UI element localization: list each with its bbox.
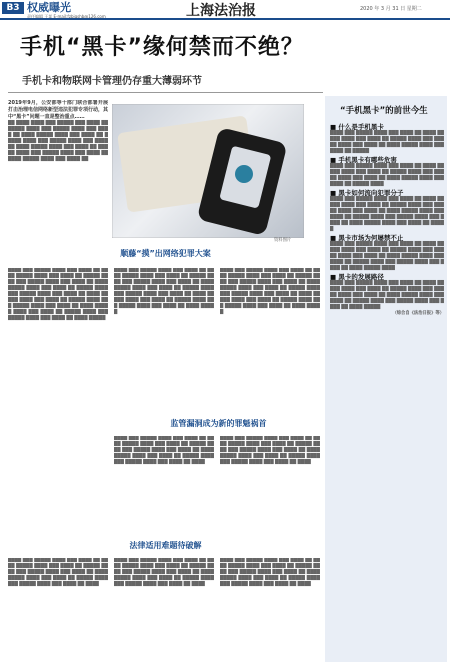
sidebar-signature: （综合自《法治日报》等） bbox=[392, 311, 444, 316]
sidebar-heading-5: ■ 黑卡的发展路径 bbox=[330, 273, 384, 281]
section3-col3: ████ ███ █████ ████ ███ ████ ██ ████ █████ ████ ███ ████ ██ █████ ████ ███ █████ ████ ███ ████ ██ ████ █████ ████ ███ ████ ██ █████ ████ ███ █████ ████ ███ ████ ██ ████ bbox=[220, 558, 320, 587]
section2-col1: ████ ███ █████ ████ ███ ████ ██ ████ █████ ████ ███ ████ ██ █████ ████ ███ █████ ████ ███ ████ ██ ████ █████ ████ ███ ████ ██ █████ ████ ███ █████ ████ ███ ████ ██ ████ bbox=[114, 436, 214, 465]
section1-title: 顺藤“摸”出网络犯罪大案 bbox=[8, 248, 323, 259]
sidebar-heading-4: ■ 黑卡市场为何屡禁不止 bbox=[330, 234, 404, 242]
sidebar-filler-2: ████ ███ █████ ████ ███ ████ ██ ████ █████ ████ ███ ████ ██ █████ ████ ███ █████ ████ ███ ████ ██ ████ █████ ████ ███ ████ ██ █████ ████ bbox=[330, 164, 444, 187]
sidebar-filler-3: ████ ███ █████ ████ ███ ████ ██ ████ █████ ████ ███ ████ ██ █████ ████ ███ █████ ████ ███ ████ ██ ████ █████ ████ ███ ████ ██ █████ ████ ███ █████ ████ ███ ████ ██ ████ █████ ████ ███ ████ ██ █████ bbox=[330, 197, 444, 232]
section2-title: 监管漏洞成为新的罪魁祸首 bbox=[114, 418, 323, 429]
sidebar-body bbox=[330, 122, 444, 652]
lead-column bbox=[8, 100, 108, 260]
masthead: 上海法治报 bbox=[186, 3, 256, 19]
section-badge: B3 bbox=[2, 2, 24, 14]
headline-rule bbox=[8, 92, 323, 93]
section3-col2: ████ ███ █████ ████ ███ ████ ██ ████ █████ ████ ███ ████ ██ █████ ████ ███ █████ ████ ███ ████ ██ ████ █████ ████ ███ ████ ██ █████ ████ ███ █████ ████ ███ ████ ██ ████ bbox=[114, 558, 214, 587]
header-rule bbox=[0, 18, 450, 20]
headline: 手机“黑卡”缘何禁而不绝？ bbox=[20, 35, 304, 60]
sidebar-filler-4: ████ ███ █████ ████ ███ ████ ██ ████ █████ ████ ███ ████ ██ █████ ████ ███ █████ ████ ███ ████ ██ ████ █████ ████ ███ ████ ██ █████ ████ ███ █████ ████ ███ ████ ██ ████ █████ ████ bbox=[330, 242, 444, 271]
section1-col3: ████ ███ █████ ████ ███ ████ ██ ████ █████ ████ ███ ████ ██ █████ ████ ███ █████ ████ ███ ████ ██ ████ █████ ████ ███ ████ ██ █████ ████ ███ █████ ████ ███ ████ ██ ████ █████ ████ ███ ████ ██ █████ ████ ███ █████ ████ ███ ████ ██ ████ █████ bbox=[220, 268, 320, 315]
section1-col1: ████ ███ █████ ████ ███ ████ ██ ████ █████ ████ ███ ████ ██ █████ ████ ███ █████ ████ ███ ████ ██ ████ █████ ████ ███ ████ ██ █████ ████ ███ █████ ████ ███ ████ ██ ████ █████ ████ ███ ████ ██ █████ ████ ███ █████ ████ ███ ████ ██ ████ █████ ████ ███ ████ ██ █████ ████ ███ █████ ████ ███ ████ ██ ████ █████ bbox=[8, 268, 108, 321]
sim-card-illustration bbox=[112, 104, 304, 238]
sidebar-title: “手机黑卡”的前世今生 bbox=[340, 106, 428, 116]
sidebar-heading-2: ■ 手机黑卡有哪些危害 bbox=[330, 156, 397, 164]
section3-col1: ████ ███ █████ ████ ███ ████ ██ ████ █████ ████ ███ ████ ██ █████ ████ ███ █████ ████ ███ ████ ██ ████ █████ ████ ███ ████ ██ █████ ████ ███ █████ ████ ███ ████ ██ ████ bbox=[8, 558, 108, 587]
editor-meta: 责任编辑 王某 E-mail:fzbjgshb@126.com bbox=[27, 14, 106, 19]
lead-text: 2019年9月，公安部等十部门联合部署开展打击治理电信网络新型违法犯罪专项行动，其中“黑卡”问题一直是整治重点…… bbox=[8, 100, 108, 120]
issue-date: 2020 年 3 月 31 日 星期二 bbox=[360, 6, 422, 12]
sidebar-filler-5: ████ ███ █████ ████ ███ ████ ██ ████ █████ ████ ███ ████ ██ █████ ████ ███ █████ ████ ███ ████ ██ ████ █████ ████ ███ ████ ██ █████ ████ ███ █████ ████ ███ ████ ██ ████ █████ bbox=[330, 281, 444, 310]
section1-col2: ████ ███ █████ ████ ███ ████ ██ ████ █████ ████ ███ ████ ██ █████ ████ ███ █████ ████ ███ ████ ██ ████ █████ ████ ███ ████ ██ █████ ████ ███ █████ ████ ███ ████ ██ ████ █████ ████ ███ ████ ██ █████ ████ ███ █████ ████ ███ ████ ██ ████ █████ bbox=[114, 268, 214, 315]
section-name: 权威曝光 bbox=[27, 1, 71, 14]
subheadline: 手机卡和物联网卡管理仍存重大薄弱环节 bbox=[22, 76, 202, 87]
sidebar-filler-1: ████ ███ █████ ████ ███ ████ ██ ████ █████ ████ ███ ████ ██ █████ ████ ███ █████ ████ ███ ████ ██ ████ █████ ████ ███ ████ ██ █████ bbox=[330, 131, 444, 154]
sim-card-photo bbox=[112, 104, 304, 238]
photo-caption: 资料图片 bbox=[274, 238, 292, 243]
section2-col2: ████ ███ █████ ████ ███ ████ ██ ████ █████ ████ ███ ████ ██ █████ ████ ███ █████ ████ ███ ████ ██ ████ █████ ████ ███ ████ ██ █████ ████ ███ █████ ████ ███ ████ ██ ████ bbox=[220, 436, 320, 465]
section3-title: 法律适用难题待破解 bbox=[8, 540, 323, 551]
sidebar-heading-3: ■ 黑卡如何流向犯罪分子 bbox=[330, 189, 404, 197]
lead-filler: ██ ████ ████ ███ █████ ███ ████ ██ █████ ████ ███ █████ ████ ███ ████ ██ ████ █████ ████ ███ ████ ██ █████ ████ ███ █████ ████ ███ ████ ██ ████ █████ ████ ███ ████ ██ █████ ████ ███ █████ ████ ███ ████ ██ ████ █████ ████ ███ ████ ██ bbox=[8, 121, 108, 162]
sidebar-heading-1: ■ 什么是手机黑卡 bbox=[330, 123, 384, 131]
